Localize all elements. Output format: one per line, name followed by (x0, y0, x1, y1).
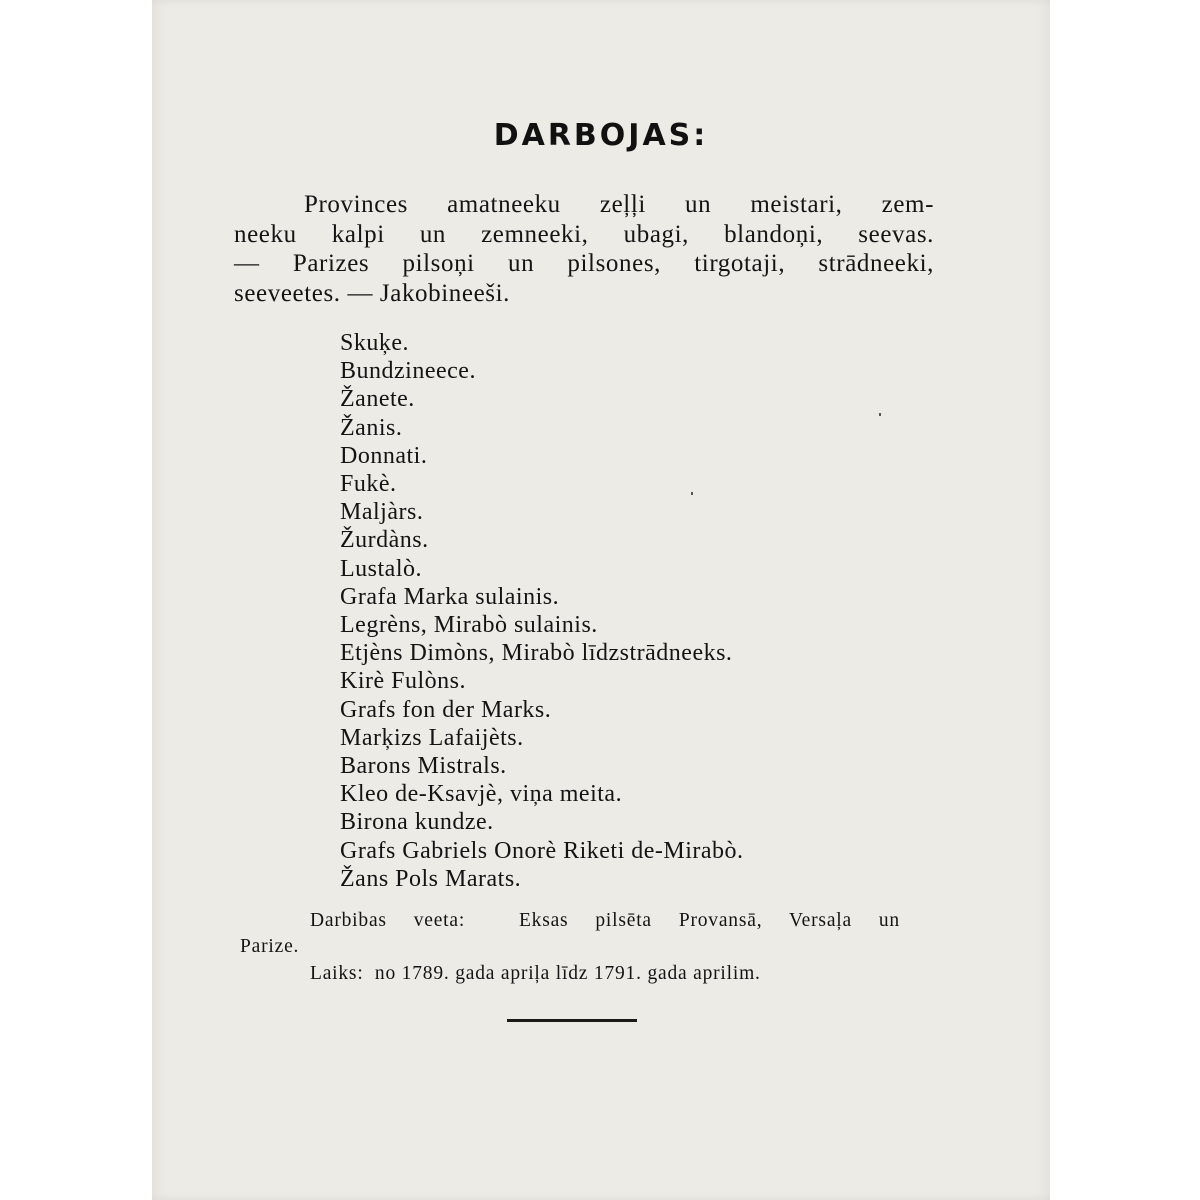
character-item: Grafs Gabriels Onorè Riketi de-Mirabò. (340, 837, 744, 864)
character-item: Barons Mistrals. (340, 753, 507, 780)
book-page (152, 0, 1050, 1200)
character-item: Kirè Fulòns. (340, 668, 466, 695)
character-item: Žanete. (340, 386, 415, 413)
character-item: Bundzineece. (340, 358, 476, 385)
character-item: Žurdàns. (340, 527, 429, 554)
character-item: Žanis. (340, 414, 403, 441)
character-item: Donnati. (340, 442, 428, 469)
character-item: Legrèns, Mirabò sulainis. (340, 612, 598, 639)
time-label: Laiks: (310, 963, 364, 984)
intro-line: — Parizes pilsoņi un pilsones, tirgotaji, strādneeki, (234, 250, 934, 277)
setting-note (240, 908, 900, 960)
closing-rule (507, 1019, 637, 1022)
character-item: Fukè. (340, 471, 397, 498)
paper-speck (691, 492, 693, 495)
time-note (310, 963, 761, 985)
character-item: Marķizs Lafaijèts. (340, 724, 524, 751)
character-item: Grafs fon der Marks. (340, 696, 552, 723)
setting-place: Eksas pilsēta Provansā, Versaļa un (518, 910, 900, 931)
intro-line: neeku kalpi un zemneeki, ubagi, blandoņi, seevas. (234, 220, 934, 248)
paper-speck (879, 413, 881, 416)
page-title: DARBOJAS: (493, 118, 709, 153)
character-list (340, 329, 744, 893)
character-item: Grafa Marka sulainis. (340, 583, 560, 610)
character-item: Skuķe. (340, 330, 409, 356)
intro-paragraph (234, 190, 934, 308)
character-item: Etjèns Dimòns, Mirabò līdzstrādneeks. (340, 640, 733, 667)
intro-line: seeveetes. — Jakobineeši. (234, 279, 511, 307)
setting-line-1 (240, 908, 900, 934)
setting-label: Darbibas veeta: (310, 910, 466, 931)
time-value: no 1789. gada apriļa līdz 1791. gada aprilim. (374, 963, 761, 984)
character-item: Birona kundze. (340, 809, 494, 836)
setting-line-2: Parize. (240, 936, 300, 957)
intro-line: Provinces amatneeku zeļļi un meistari, zem- (304, 191, 934, 218)
character-item: Lustalò. (340, 555, 422, 582)
character-item: Kleo de-Ksavjè, viņa meita. (340, 781, 623, 808)
character-item: Žans Pols Marats. (340, 865, 522, 892)
character-item: Maljàrs. (340, 499, 424, 526)
